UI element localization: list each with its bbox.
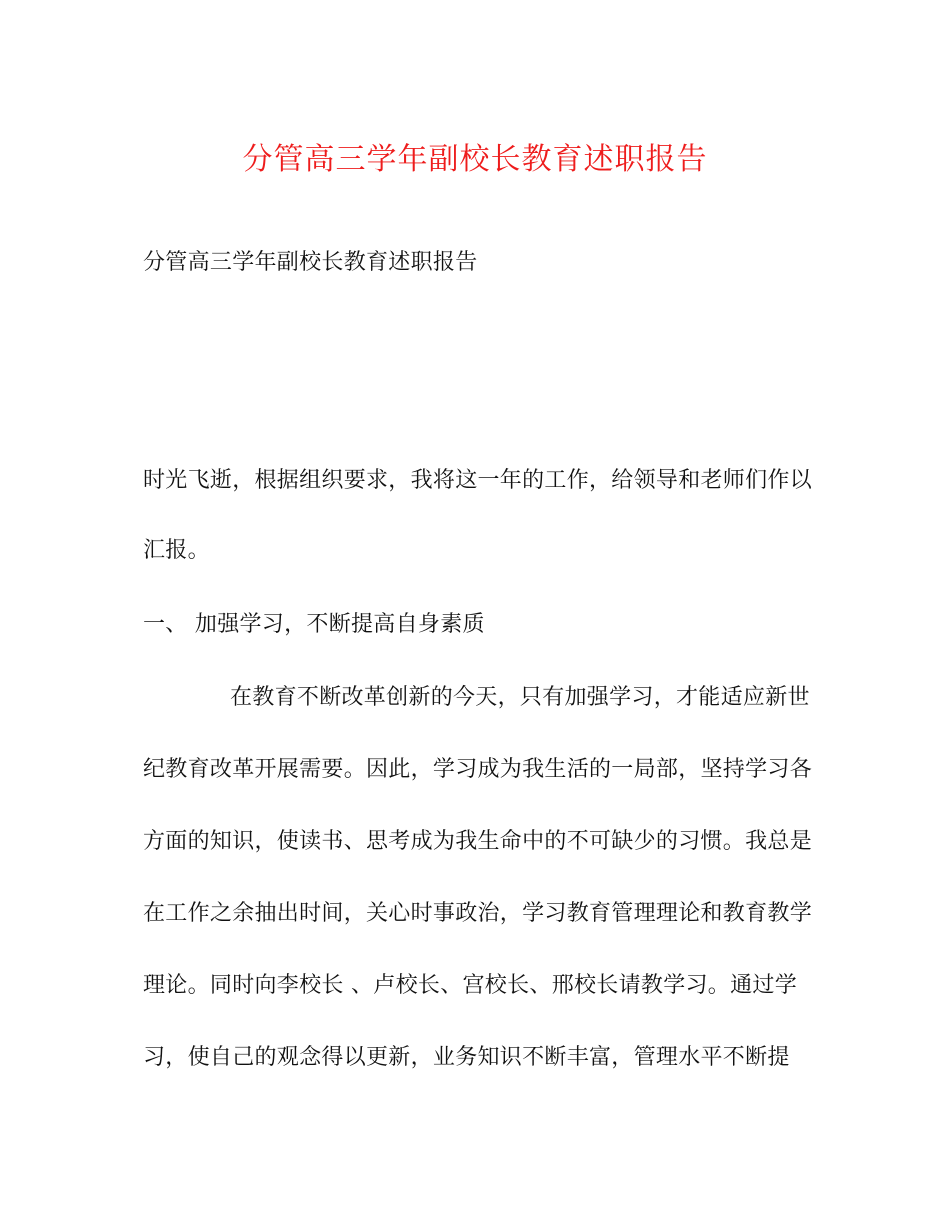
paragraph-line: 在工作之余抽出时间，关心时事政治，学习教育管理理论和教育教学 [143,901,813,926]
document-subtitle: 分管高三学年副校长教育述职报告 [143,250,478,275]
paragraph-line: 在教育不断改革创新的今天，只有加强学习，才能适应新世 [230,685,810,710]
section-heading: 一、 加强学习，不断提高自身素质 [143,612,485,637]
paragraph-line: 纪教育改革开展需要。因此，学习成为我生活的一局部，坚持学习各 [143,757,813,782]
paragraph-line: 时光飞逝，根据组织要求，我将这一年的工作，给领导和老师们作以 [143,468,813,493]
paragraph-line: 理论。同时向李校长 、卢校长、宫校长、邢校长请教学习。通过学 [143,973,797,998]
paragraph-line: 方面的知识，使读书、思考成为我生命中的不可缺少的习惯。我总是 [143,829,813,854]
paragraph-line: 习，使自己的观念得以更新，业务知识不断丰富，管理水平不断提 [143,1045,790,1070]
paragraph-line: 汇报。 [143,538,210,563]
document-title: 分管高三学年副校长教育述职报告 [242,142,708,177]
